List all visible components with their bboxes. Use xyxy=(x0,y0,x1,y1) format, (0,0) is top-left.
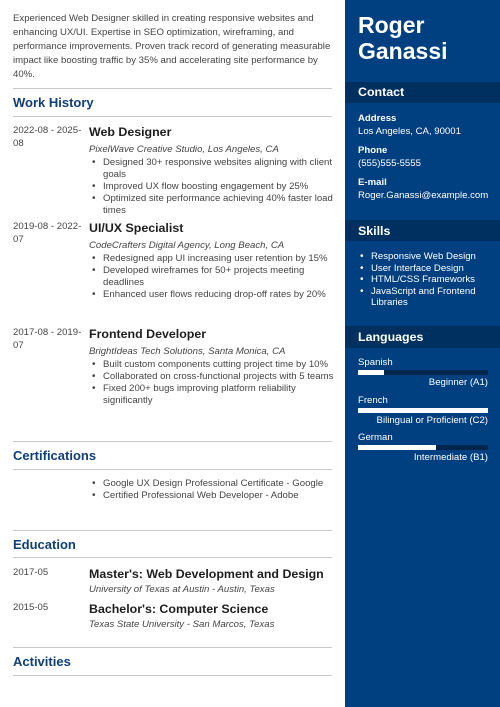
skill-item: • Responsive Web Design xyxy=(358,251,496,263)
achievement-bullet: • Improved UX flow boosting engagement by 25% xyxy=(89,181,334,193)
job-title: Frontend Developer xyxy=(89,327,207,341)
phone-label: Phone xyxy=(358,145,388,156)
language-name: French xyxy=(358,395,388,406)
achievement-bullet: • Designed 30+ responsive websites aligning with client goals xyxy=(89,157,334,181)
certification-item: • Google UX Design Professional Certificate - Google xyxy=(89,478,334,490)
school: University of Texas at Austin - Austin, Texas xyxy=(89,584,275,595)
achievement-bullet: • Enhanced user flows reducing drop-off rates by 20% xyxy=(89,289,334,301)
proficiency-level: Bilingual or Proficient (C2) xyxy=(376,415,488,426)
last-name: Ganassi xyxy=(358,38,448,64)
job-title: Web Designer xyxy=(89,125,172,139)
education-heading: Education xyxy=(13,537,76,552)
contact-details xyxy=(358,112,496,202)
sidebar xyxy=(345,0,500,707)
language-entry xyxy=(358,395,488,427)
activities-heading: Activities xyxy=(13,654,71,669)
phone-value: (555)555-5555 xyxy=(358,158,421,169)
achievement-bullet: • Collaborated on cross-functional projects with 5 teams xyxy=(89,371,334,383)
skill-item: • HTML/CSS Frameworks xyxy=(358,274,496,286)
achievement-bullet: • Optimized site performance achieving 40% faster load times xyxy=(89,193,334,217)
employer: CodeCrafters Digital Agency, Long Beach, CA xyxy=(89,240,285,251)
divider xyxy=(13,557,332,558)
proficiency-bar xyxy=(358,370,488,375)
employer: PixelWave Creative Studio, Los Angeles, CA xyxy=(89,144,279,155)
employer: BrightIdeas Tech Solutions, Santa Monica, CA xyxy=(89,346,286,357)
work-dates: 2017-08 - 2019-07 xyxy=(13,327,82,351)
first-name: Roger xyxy=(358,12,425,38)
email-value[interactable]: Roger.Ganassi@example.com xyxy=(358,190,489,201)
proficiency-bar-fill xyxy=(358,408,488,413)
language-entry xyxy=(358,432,488,464)
certifications-heading: Certifications xyxy=(13,448,97,463)
candidate-name xyxy=(358,12,448,64)
work-dates: 2022-08 - 2025-08 xyxy=(13,125,82,149)
divider xyxy=(13,675,332,676)
skills-list xyxy=(358,251,496,309)
divider xyxy=(13,88,332,89)
graduation-date: 2017-05 xyxy=(13,567,49,578)
skill-item: • User Interface Design xyxy=(358,263,496,275)
skills-heading: Skills xyxy=(358,224,391,238)
school: Texas State University - San Marcos, Texas xyxy=(89,619,275,630)
proficiency-level: Beginner (A1) xyxy=(428,377,488,388)
languages-heading: Languages xyxy=(358,330,424,344)
achievement-bullet: • Redesigned app UI increasing user retention by 15% xyxy=(89,253,334,265)
address-label: Address xyxy=(358,113,397,124)
professional-summary: Experienced Web Designer skilled in creating responsive websites and enhancing UX/UI. Expertise in SEO optimization, wireframing, and performance improvements. Proven track record of generating measurable impact like boosting traffic by 35% and accelerating site performance by 40%. xyxy=(13,13,331,80)
skill-item: • JavaScript and Frontend Libraries xyxy=(358,286,496,309)
address-value: Los Angeles, CA, 90001 xyxy=(358,126,461,137)
certification-item: • Certified Professional Web Developer - Adobe xyxy=(89,490,334,502)
divider xyxy=(13,530,332,531)
work-dates: 2019-08 - 2022-07 xyxy=(13,221,82,245)
language-entry xyxy=(358,357,488,389)
achievement-bullet: • Built custom components cutting project time by 10% xyxy=(89,359,334,371)
proficiency-bar xyxy=(358,445,488,450)
divider xyxy=(13,116,332,117)
language-name: Spanish xyxy=(358,357,393,368)
proficiency-bar-fill xyxy=(358,370,384,375)
job-title: UI/UX Specialist xyxy=(89,221,184,235)
work-history-heading: Work History xyxy=(13,95,94,110)
language-name: German xyxy=(358,432,393,443)
proficiency-bar xyxy=(358,408,488,413)
degree: Master's: Web Development and Design xyxy=(89,567,324,581)
divider xyxy=(13,469,332,470)
proficiency-level: Intermediate (B1) xyxy=(413,452,488,463)
achievement-bullet: • Fixed 200+ bugs improving platform reliability significantly xyxy=(89,383,334,407)
certifications-list xyxy=(89,478,334,502)
degree: Bachelor's: Computer Science xyxy=(89,602,269,616)
graduation-date: 2015-05 xyxy=(13,602,49,613)
proficiency-bar-fill xyxy=(358,445,436,450)
email-label: E-mail xyxy=(358,177,387,188)
divider xyxy=(13,441,332,442)
contact-heading: Contact xyxy=(358,85,405,99)
divider xyxy=(13,647,332,648)
achievement-bullet: • Developed wireframes for 50+ projects meeting deadlines xyxy=(89,265,334,289)
